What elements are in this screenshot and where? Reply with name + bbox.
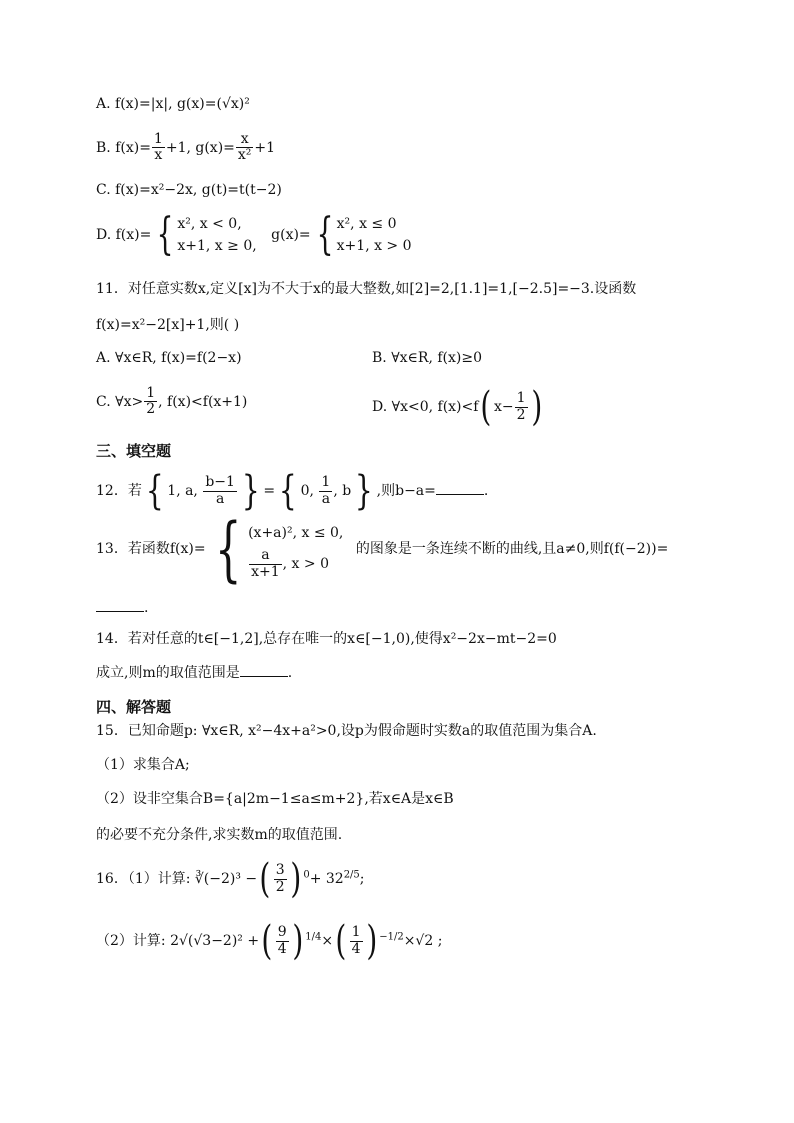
text: . (287, 665, 293, 681)
fraction (236, 132, 254, 164)
text: g(x)= (271, 227, 311, 243)
text: 的图象是一条连续不断的曲线,且a≠0,则f(f(−2))= (355, 541, 669, 557)
q15-line1: 15．已知命题p: ∀x∈R, x²−4x+a²>0,设p为假命题时实数a的取值范围为集合A. (96, 723, 597, 739)
numerator: x (236, 132, 254, 148)
section-title: 三、填空题 (96, 442, 172, 460)
fraction (203, 475, 237, 507)
text: D. f(x)= (96, 227, 152, 243)
text: . (483, 483, 489, 499)
fraction (152, 132, 165, 164)
q11-option-c (96, 386, 247, 418)
q10-option-a: A. f(x)=|x|, g(x)=(√x)² (96, 96, 250, 112)
q14-line2 (96, 662, 292, 682)
case-row: x², x ≤ 0 (336, 216, 397, 232)
numerator: 1 (351, 924, 361, 941)
numerator: 3 (275, 862, 285, 879)
case-row: x+1, x > 0 (336, 238, 412, 254)
text: × (321, 933, 334, 949)
fraction (276, 925, 289, 957)
case-row: (x+a)², x ≤ 0, (248, 525, 344, 542)
denominator: x (154, 147, 163, 164)
piecewise: { (x+a)², x ≤ 0, $\frac{a}{x+1}$ , x > 0 (214, 508, 344, 590)
text: ; (359, 871, 365, 887)
numerator: 9 (277, 924, 287, 941)
q13-answer-line (96, 600, 148, 616)
denominator: 2 (516, 406, 526, 423)
q11-option-d: D. ∀x<0, f(x)<f( x− $\frac{1}{2}$ ) (372, 384, 542, 430)
text: 12．若 (96, 483, 142, 499)
fraction (249, 548, 282, 580)
text: 0, (300, 483, 319, 499)
text: （2）计算: 2√(√3−2)² + (96, 933, 260, 949)
numerator: b−1 (205, 474, 235, 491)
text: B. f(x)= (96, 139, 151, 156)
denominator: x+1 (251, 563, 280, 580)
q12: 12．若{ 1, a, $\frac{b-1}{a}$ } ={ 0, $\frac{1}{a}$ , b} ,则b−a= . (96, 468, 489, 514)
q11-option-a: A. ∀x∈R, f(x)=f(2−x) (96, 350, 242, 366)
piecewise: { x², x ≤ 0 x+1, x > 0 (316, 209, 412, 260)
q14-line1: 14．若对任意的t∈[−1,2],总存在唯一的x∈[−1,0),使得x²−2x−mt−2=0 (96, 631, 557, 647)
case-row: x², x < 0, (177, 216, 242, 232)
numerator: 1 (146, 385, 156, 401)
text: , b (333, 483, 352, 499)
fraction (274, 863, 287, 895)
q16-part1: 16．（1）计算: ∛(−2)³ −( $\frac{3}{2}$ ) $^0+ 32^{2/5}$; (96, 856, 365, 902)
answer-blank (436, 494, 484, 495)
fraction (515, 391, 528, 423)
text: 13．若函数f(x)= (96, 541, 206, 557)
answer-blank (96, 611, 144, 612)
q15-part3: 的必要不充分条件,求实数m的取值范围. (96, 827, 343, 843)
denominator: 4 (351, 940, 361, 957)
case-row: x+1, x ≥ 0, (177, 238, 257, 254)
denominator: x² (237, 147, 252, 164)
exponent: 1/4 (305, 931, 322, 943)
piecewise: { x², x < 0, x+1, x ≥ 0, (156, 209, 257, 260)
text: x− (494, 399, 514, 415)
fraction (319, 475, 332, 507)
q15-part1: （1）求集合A; (96, 757, 190, 773)
text: , x > 0 (282, 556, 329, 572)
text: 16．（1）计算: ∛(−2)³ − (96, 871, 258, 887)
denominator: 2 (275, 878, 285, 895)
text: C. ∀x> (96, 393, 144, 410)
text: ×√2 ; (403, 933, 443, 949)
q10-option-b (96, 132, 275, 164)
exponent: −1/2 (379, 931, 404, 943)
text: +1 (254, 139, 276, 156)
numerator: 1 (516, 390, 526, 407)
text: + 32 (309, 871, 344, 887)
q11-line1: 11．对任意实数x,定义[x]为不大于x的最大整数,如[2]=2,[1.1]=1,[−2.5]=−3.设函数 (96, 281, 637, 297)
exponent: 2/5 (343, 869, 360, 881)
denominator: a (321, 490, 331, 507)
q10-option-d (96, 209, 412, 260)
numerator: a (249, 548, 282, 564)
text: = (263, 483, 276, 499)
text: +1, g(x)= (165, 139, 235, 156)
text: ,则b−a= (376, 483, 436, 499)
answer-blank (240, 676, 288, 677)
text: 1, a, (167, 483, 203, 499)
numerator: 1 (153, 131, 163, 147)
q16-part2: （2）计算: 2√(√3−2)² +( $\frac{9}{4}$ ) $^{1/4}$×( $\frac{1}{4}$ ) $^{-1/2}$×√2 ; (96, 918, 443, 964)
fraction (350, 925, 363, 957)
text: . (144, 600, 149, 616)
q11-line2: f(x)=x²−2[x]+1,则( ) (96, 317, 240, 333)
text: D. ∀x<0, f(x)<f (372, 399, 479, 415)
q15-part2: （2）设非空集合B={a|2m−1≤a≤m+2},若x∈A是x∈B (96, 791, 454, 807)
q10-option-c: C. f(x)=x²−2x, g(t)=t(t−2) (96, 182, 282, 198)
numerator: 1 (321, 474, 331, 491)
text: 成立,则m的取值范围是 (96, 665, 240, 681)
denominator: 4 (277, 940, 287, 957)
q11-option-b: B. ∀x∈R, f(x)≥0 (372, 350, 482, 366)
fraction (144, 386, 157, 418)
text: , f(x)<f(x+1) (158, 393, 248, 410)
exponent: 0 (303, 869, 310, 881)
denominator: a (215, 490, 225, 507)
q13 (96, 508, 669, 590)
denominator: 2 (146, 401, 156, 418)
section-title: 四、解答题 (96, 698, 172, 716)
